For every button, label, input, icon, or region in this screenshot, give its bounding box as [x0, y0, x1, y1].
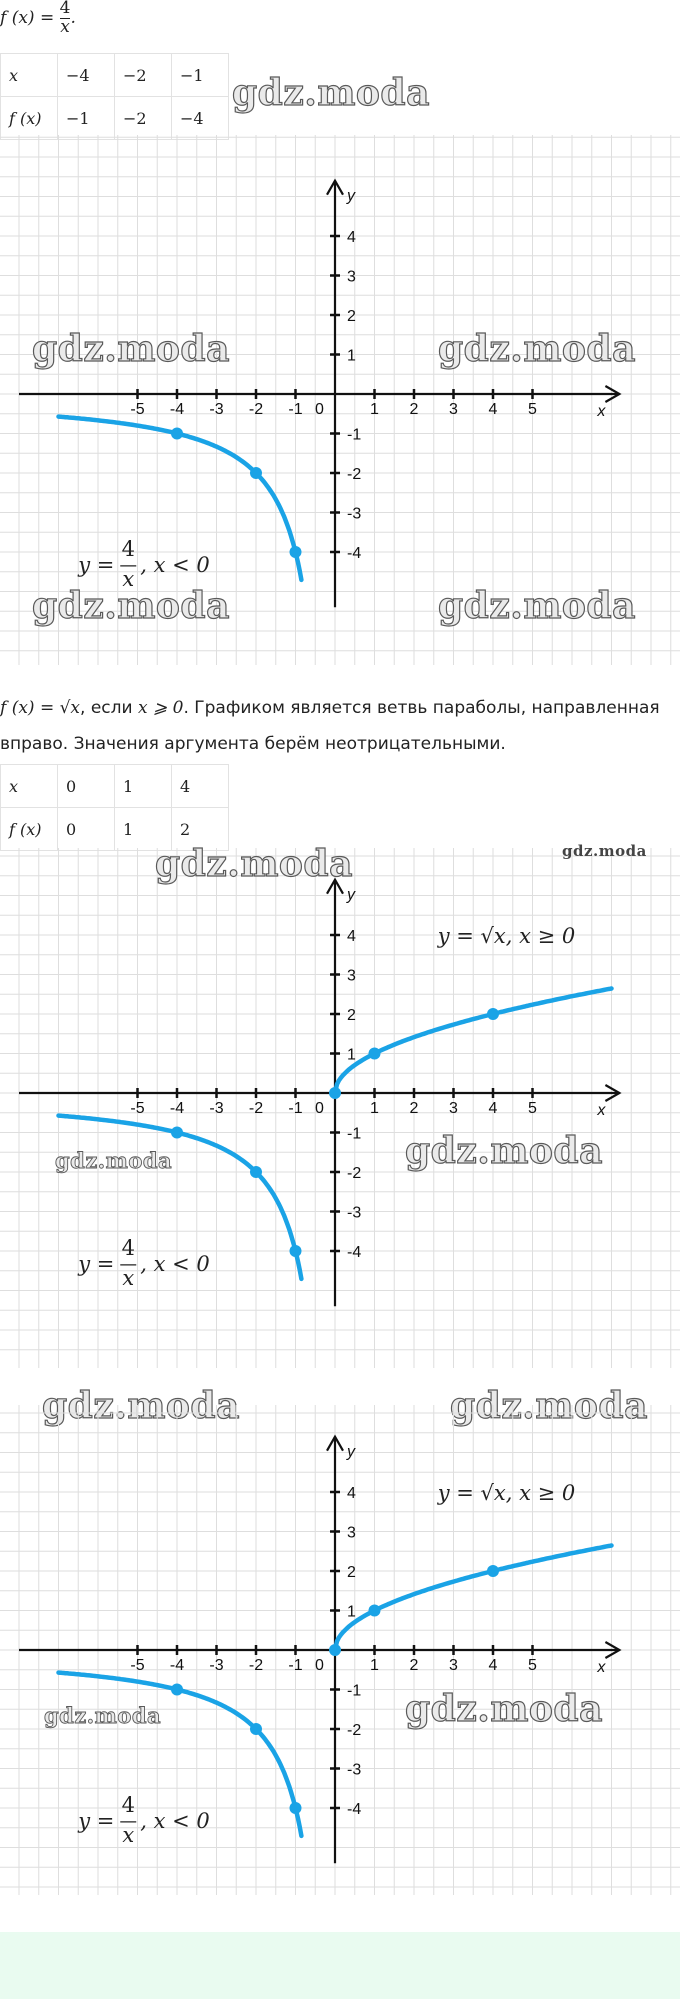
series-label-text: y = — [78, 1808, 115, 1833]
series-label-text: , x < 0 — [140, 1808, 210, 1833]
table-cell: 2 — [172, 808, 229, 851]
axes — [19, 181, 619, 608]
x-tick-label: 4 — [488, 1100, 498, 1117]
table-row — [1, 54, 229, 97]
x-tick-label: 4 — [488, 401, 498, 418]
x-tick-label: 3 — [449, 401, 458, 418]
series-label — [437, 924, 576, 948]
table-cell: 1 — [115, 808, 172, 851]
y-tick-label: 4 — [347, 1485, 356, 1502]
table-cell: 0 — [58, 765, 115, 808]
watermark-logo: gdz.moda — [42, 1385, 240, 1427]
x-tick-label: -2 — [248, 401, 264, 418]
value-table-1 — [0, 53, 229, 140]
y-tick-label: -3 — [347, 505, 362, 523]
y-tick-label: 1 — [347, 347, 356, 365]
x-tick-label: 1 — [370, 1657, 379, 1674]
watermark-logo: gdz.moda — [562, 842, 647, 860]
y-tick-label: 1 — [347, 1603, 356, 1621]
x-tick-label: 5 — [528, 401, 537, 418]
series-label-text: y = √x, x ≥ 0 — [437, 923, 576, 948]
table-cell: 0 — [58, 808, 115, 851]
y-tick-label: 4 — [347, 928, 356, 945]
series-label-text: , x < 0 — [140, 552, 210, 577]
watermark-logo: gdz.moda — [44, 1703, 162, 1728]
x-tick-label: 2 — [409, 1100, 419, 1117]
y-tick-label: 4 — [347, 229, 356, 246]
x-tick-label: 5 — [528, 1100, 537, 1117]
watermark-logo: gdz.moda — [32, 585, 230, 627]
x-tick-label: -1 — [288, 1100, 303, 1117]
formula-denominator: x — [60, 16, 70, 37]
series-label-text: y = — [78, 1251, 115, 1276]
domain-condition: x ⩾ 0 — [137, 698, 184, 718]
watermark-logo: gdz.moda — [32, 328, 230, 370]
sqrt-description-line-1 — [0, 698, 660, 718]
table-cell: −2 — [115, 54, 172, 97]
y-tick-label: 2 — [347, 1564, 356, 1581]
y-tick-label: 3 — [347, 1524, 356, 1542]
sqrt-description-line-2: вправо. Значения аргумента берём неотрицательными. — [0, 734, 506, 754]
series-label — [77, 1236, 210, 1290]
watermark-logo: gdz.moda — [405, 1130, 603, 1172]
y-tick-label: 2 — [347, 1007, 356, 1024]
data-point — [487, 1008, 499, 1020]
data-point — [369, 1048, 381, 1060]
series-label — [77, 1793, 210, 1847]
x-tick-label: 5 — [528, 1657, 537, 1674]
y-tick-label: -4 — [347, 1801, 362, 1818]
y-tick-label: 1 — [347, 1046, 356, 1064]
y-tick-label: 3 — [347, 967, 356, 985]
x-tick-label: -2 — [248, 1657, 264, 1674]
series-label-denominator: x — [122, 566, 135, 591]
x-tick-label: 3 — [449, 1100, 458, 1117]
y-tick-label: -1 — [347, 1682, 362, 1700]
watermark-logo: gdz.moda — [450, 1385, 648, 1427]
value-table-2 — [0, 764, 229, 851]
x-tick-label: -5 — [130, 1100, 145, 1117]
y-tick-label: 3 — [347, 268, 356, 286]
data-point — [290, 546, 302, 558]
data-point — [329, 1644, 341, 1656]
x-axis-label: x — [597, 1659, 606, 1676]
data-point — [250, 1166, 262, 1178]
y-tick-label: -4 — [347, 545, 362, 562]
table-header-fx: f (x) — [1, 97, 58, 140]
data-point — [290, 1802, 302, 1814]
table-cell: 1 — [115, 765, 172, 808]
x-tick-label: 4 — [488, 1657, 498, 1674]
y-tick-label: -2 — [347, 1165, 362, 1182]
x-tick-label: 1 — [370, 401, 379, 418]
x-axis-label: x — [597, 1102, 606, 1119]
series-label-numerator: 4 — [121, 536, 135, 561]
watermark-logo: gdz.moda — [155, 843, 353, 885]
x-tick-label: 2 — [409, 401, 419, 418]
x-tick-label: -4 — [169, 1657, 185, 1674]
origin-label: 0 — [315, 1657, 324, 1674]
formula-f-4-over-x — [0, 0, 76, 37]
data-point — [329, 1087, 341, 1099]
bottom-band — [0, 1932, 680, 1999]
watermark-logo: gdz.moda — [438, 585, 636, 627]
origin-label: 0 — [315, 401, 324, 418]
series-label-text: , x < 0 — [140, 1251, 210, 1276]
series-label — [437, 1481, 576, 1505]
formula-sqrt: f (x) = √x — [0, 698, 81, 718]
x-tick-label: -5 — [130, 401, 145, 418]
text-segment: , если — [80, 698, 138, 718]
x-axis-label: x — [597, 403, 606, 420]
y-tick-label: -1 — [347, 1125, 362, 1143]
y-axis-label: y — [347, 1443, 355, 1461]
y-axis-label: y — [347, 886, 355, 904]
y-axis-label: y — [347, 187, 355, 205]
grid — [0, 848, 680, 1368]
x-tick-label: 1 — [370, 1100, 379, 1117]
data-point — [369, 1605, 381, 1617]
table-cell: −4 — [172, 97, 229, 140]
data-point — [250, 467, 262, 479]
y-tick-label: -3 — [347, 1761, 362, 1779]
y-tick-label: -2 — [347, 466, 362, 483]
data-point — [171, 428, 183, 440]
chart-3 — [0, 1405, 680, 1895]
table-row — [1, 765, 229, 808]
series-label-numerator: 4 — [121, 1235, 135, 1260]
watermark-logo: gdz.moda — [405, 1688, 603, 1730]
table-cell: −2 — [115, 97, 172, 140]
table-cell: −1 — [172, 54, 229, 97]
watermark-logo: gdz.moda — [232, 72, 430, 114]
y-tick-label: -4 — [347, 1244, 362, 1261]
table-cell: 4 — [172, 765, 229, 808]
watermark-logo: gdz.moda — [438, 328, 636, 370]
x-tick-label: 3 — [449, 1657, 458, 1674]
x-tick-label: -2 — [248, 1100, 264, 1117]
series-label-denominator: x — [122, 1822, 135, 1847]
table-header-x: x — [1, 765, 58, 808]
data-point — [250, 1723, 262, 1735]
x-tick-label: -1 — [288, 401, 303, 418]
x-tick-label: -4 — [169, 401, 185, 418]
x-tick-label: 2 — [409, 1657, 419, 1674]
x-tick-label: -3 — [209, 401, 224, 418]
series-label — [77, 537, 210, 591]
watermark-logo: gdz.moda — [55, 1148, 173, 1173]
data-point — [290, 1245, 302, 1257]
text-segment: . Графиком является ветвь параболы, направленная — [183, 698, 660, 718]
table-cell: −4 — [58, 54, 115, 97]
y-tick-label: -1 — [347, 426, 362, 444]
formula-lhs: f (x) = — [0, 7, 60, 28]
formula-tail: . — [70, 7, 76, 28]
y-tick-label: -3 — [347, 1204, 362, 1222]
formula-numerator: 4 — [59, 0, 71, 18]
x-tick-label: -3 — [209, 1657, 224, 1674]
series-label-text: y = √x, x ≥ 0 — [437, 1480, 576, 1505]
data-point — [171, 1127, 183, 1139]
table-header-x: x — [1, 54, 58, 97]
x-tick-label: -1 — [288, 1657, 303, 1674]
chart-2 — [0, 848, 680, 1368]
x-tick-label: -4 — [169, 1100, 185, 1117]
y-tick-label: 2 — [347, 308, 356, 325]
y-tick-label: -2 — [347, 1722, 362, 1739]
data-point — [171, 1684, 183, 1696]
series-label-numerator: 4 — [121, 1792, 135, 1817]
x-tick-label: -3 — [209, 1100, 224, 1117]
data-point — [487, 1565, 499, 1577]
table-cell: −1 — [58, 97, 115, 140]
x-tick-label: -5 — [130, 1657, 145, 1674]
origin-label: 0 — [315, 1100, 324, 1117]
table-row — [1, 97, 229, 140]
table-header-fx: f (x) — [1, 808, 58, 851]
series-label-denominator: x — [122, 1265, 135, 1290]
series-label-text: y = — [78, 552, 115, 577]
